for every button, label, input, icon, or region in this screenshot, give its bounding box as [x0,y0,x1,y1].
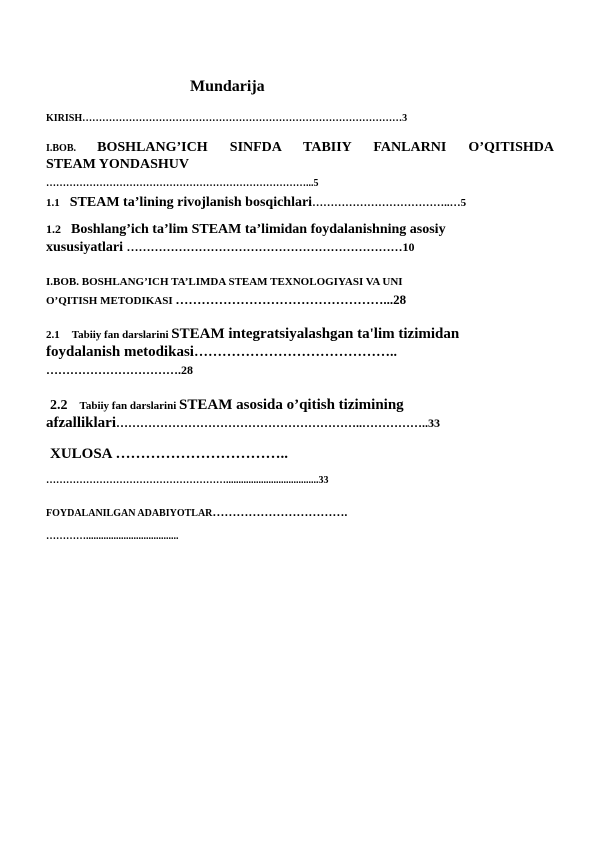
toc-entry-text: FOYDALANILGAN ADABIYOTLAR [46,508,213,519]
toc-entry-dots: …………………………….. [115,446,288,462]
toc-entry-text: BOSHLANG’ICH SINFDA TABIIY FANLARNI O’QITISHDA [97,140,554,155]
toc-entry-prefix: I.BOB. [46,143,98,154]
toc-entry-dots: ……………………………………………………………10 [126,240,415,254]
toc-entry-text: KIRISH……………………………………………………………………………………3 [46,113,408,124]
toc-entry-1-2-line2 [46,238,554,257]
toc-entry-dots: …………………………………………...28 [175,292,407,307]
toc-entry-number: 2.1 [46,329,60,341]
toc-entry-chapter-1-dots [46,175,554,193]
toc-entry-text: afzalliklari [46,415,116,431]
toc-entry-text: STEAM ta’lining rivojlanish bosqichlari [69,195,313,210]
toc-entry-subtitle: Tabiiy fan darslarini [79,400,180,412]
toc-entry-dots: ……………………………………………………………………...5 [46,178,319,189]
toc-entry-text: STEAM integratsiyalashgan ta'lim tizimidan [171,326,460,342]
toc-entry-text: STEAM YONDASHUV [46,157,189,172]
toc-entry-2-2 [46,396,554,415]
toc-entry-prefix: I.BOB. [46,276,82,288]
toc-entry-2-2-line2 [46,414,554,432]
toc-entry-references-line2 [46,528,554,546]
toc-entry-text: BOSHLANG’ICH TA’LIMDA STEAM TEXNOLOGIYASI VA UNI [81,276,403,288]
page-title: Mundarija [190,78,265,95]
toc-entry-xulosa-line2 [46,472,554,490]
toc-entry-1-2 [46,220,554,239]
toc-entry-2-1 [46,325,554,344]
toc-entry-kirish [46,110,554,128]
toc-entry-dots: …………………………………….. [193,345,397,360]
toc-entry-text: XULOSA [50,446,116,462]
toc-entry-text: foydalanish metodikasi [46,344,194,360]
toc-entry-dots: ……………………………………………….....................................33 [46,475,329,486]
toc-entry-subtitle: Tabiiy fan darslarini [71,329,172,341]
toc-entry-dots: …………………………….28 [46,363,193,377]
toc-entry-xulosa [46,445,554,463]
toc-entry-2-1-line3 [46,361,554,379]
toc-entry-dots: ……………………………. [212,505,348,519]
toc-entry-dots: ……………………………………………………..……………..33 [116,416,440,430]
toc-entry-text: Boshlang’ich ta’lim STEAM ta’limidan foydalanishning asosiy [71,222,446,237]
toc-entry-chapter-2-line2 [46,291,554,310]
toc-entry-chapter-1 [46,138,554,158]
toc-entry-1-1 [46,193,554,212]
toc-entry-2-1-line2 [46,343,554,362]
toc-entry-number: 2.2 [50,398,68,413]
toc-entry-number: 1.2 [46,222,61,236]
toc-entry-dots: ………………………………..…5 [312,197,467,209]
toc-entry-chapter-2 [46,273,554,291]
toc-entry-text: O’QITISH METODIKASI [46,295,176,307]
toc-entry-references [46,503,554,523]
toc-entry-number: 1.1 [46,197,60,209]
toc-entry-text: STEAM asosida o’qitish tizimining [179,397,404,413]
toc-entry-chapter-1-line2 [46,156,554,174]
toc-entry-text: xususiyatlari [46,240,127,255]
toc-entry-dots: …………..................................... [46,531,179,542]
